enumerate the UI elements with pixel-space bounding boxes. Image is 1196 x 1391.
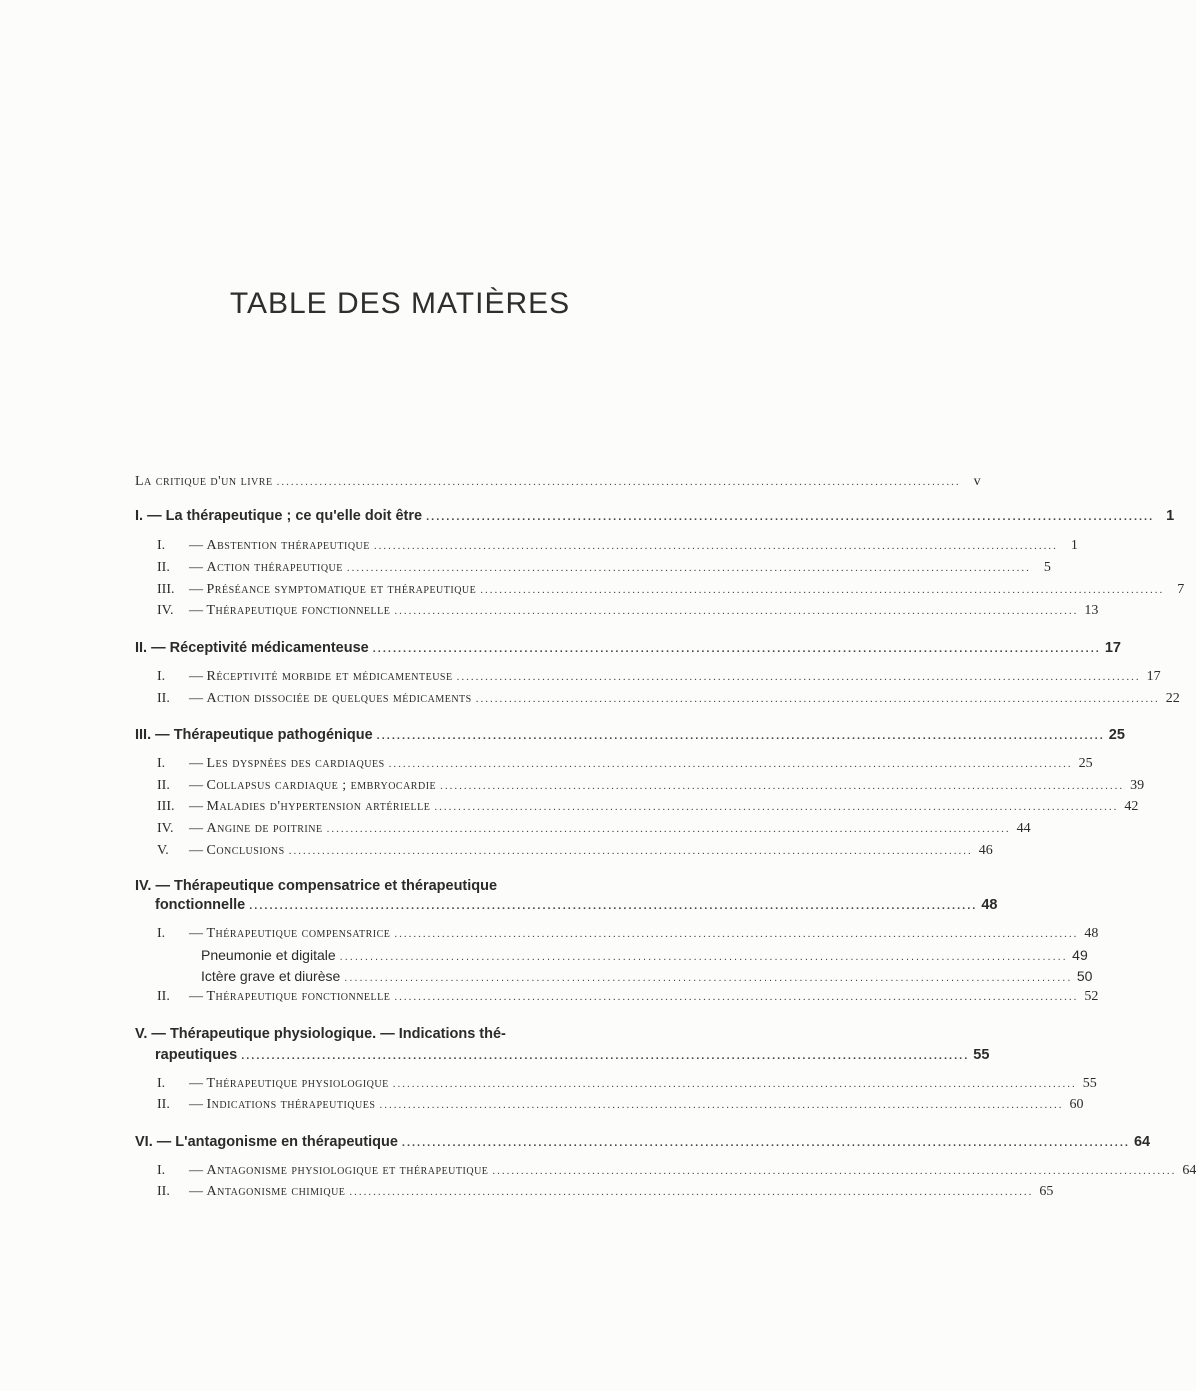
subsection-title: Pneumonie et digitale [201,947,336,963]
chapter-2-title: Réceptivité médicamenteuse [169,640,369,656]
section-title: Indications thérapeutiques [206,1097,376,1112]
toc-section[interactable]: III. — Maladies d'hypertension artérielle ................................................................................................................................................ 42 [157,799,1139,814]
toc-chapter-4-line2[interactable]: fonctionnelle ................................................................................................................................................ 48 [155,897,998,913]
chapter-3-page: 25 [1108,727,1125,743]
chapter-2-num: II. [135,640,148,656]
chapter-2-page: 17 [1104,640,1121,656]
preface-page: v [973,474,981,489]
toc-section[interactable]: II. — Thérapeutique fonctionnelle ................................................................................................................................................ 52 [157,989,1099,1004]
section-title: Antagonisme chimique [206,1184,346,1199]
section-title: Maladies d'hypertension artérielle [206,799,431,814]
chapter-4-num: IV. [135,878,152,894]
section-title: Réceptivité morbide et médicamenteuse [206,669,453,684]
toc-chapter-6[interactable]: VI. — L'antagonisme en thérapeutique ................................................................................................................................................ 64 [135,1134,1151,1150]
section-title: Collapsus cardiaque ; embryocardie [206,778,437,793]
section-title: Thérapeutique physiologique [206,1076,389,1091]
toc-section[interactable]: II. — Antagonisme chimique ................................................................................................................................................ 65 [157,1184,1054,1199]
toc-chapter-5-line1[interactable]: V. — Thérapeutique physiologique. — Indications thé- [135,1026,506,1042]
section-title: Les dyspnées des cardiaques [206,756,385,771]
chapter-4-title: Thérapeutique compensatrice et thérapeutique [173,878,498,894]
section-title: Thérapeutique fonctionnelle [206,989,391,1004]
toc-chapter-1[interactable]: I. — La thérapeutique ; ce qu'elle doit être ................................................................................................................................................ 1 [135,508,1175,524]
chapter-1-title: La thérapeutique ; ce qu'elle doit être [165,508,423,524]
toc-section[interactable]: I. — Réceptivité morbide et médicamenteuse ................................................................................................................................................ 17 [157,669,1161,684]
chapter-1-num: I. [135,508,144,524]
toc-entry-preface[interactable]: La critique d'un livre ................................................................................................................................................ v [135,474,981,489]
toc-section[interactable]: I. — Thérapeutique physiologique ................................................................................................................................................ 55 [157,1076,1097,1091]
chapter-6-page: 64 [1133,1134,1151,1150]
toc-chapter-4-line1[interactable]: IV. — Thérapeutique compensatrice et thérapeutique [135,878,498,894]
toc-section[interactable]: IV. — Thérapeutique fonctionnelle ................................................................................................................................................ 13 [157,603,1099,618]
toc-section[interactable]: V. — Conclusions ................................................................................................................................................ 46 [157,843,993,858]
chapter-4-page: 48 [981,897,998,913]
toc-section[interactable]: II. — Indications thérapeutiques ................................................................................................................................................ 60 [157,1097,1084,1112]
chapter-3-title: Thérapeutique pathogénique [173,727,373,743]
toc-chapter-5-line2[interactable]: rapeutiques ................................................................................................................................................ 55 [155,1047,990,1063]
toc-section[interactable]: I. — Abstention thérapeutique ................................................................................................................................................ 1 [157,538,1078,553]
chapter-3-num: III. [135,727,152,743]
section-title: Thérapeutique compensatrice [206,926,391,941]
section-title: Abstention thérapeutique [206,538,370,553]
section-title: Conclusions [206,843,285,858]
toc-section[interactable]: IV. — Angine de poitrine ................................................................................................................................................ 44 [157,821,1031,836]
page-title: TABLE DES MATIÈRES [229,287,571,320]
toc-subsection[interactable]: Pneumonie et digitale ................................................................................................................................................ 49 [201,947,1088,963]
toc-section[interactable]: I. — Les dyspnées des cardiaques ................................................................................................................................................ 25 [157,756,1093,771]
toc-chapter-2[interactable]: II. — Réceptivité médicamenteuse ................................................................................................................................................ 17 [135,640,1121,656]
chapter-1-page: 1 [1166,508,1175,524]
chapter-5-num: V. [135,1026,148,1042]
chapter-6-title: L'antagonisme en thérapeutique [175,1134,398,1150]
toc-section[interactable]: I. — Thérapeutique compensatrice ................................................................................................................................................ 48 [157,926,1099,941]
section-title: Thérapeutique fonctionnelle [206,603,391,618]
toc-subsection[interactable]: Ictère grave et diurèse ................................................................................................................................................ 50 [201,968,1093,984]
toc-section[interactable]: II. — Action thérapeutique ................................................................................................................................................ 5 [157,560,1051,575]
chapter-5-title: Thérapeutique physiologique. — Indications thé- [169,1026,506,1042]
section-title: Préséance symptomatique et thérapeutique [206,582,477,597]
section-title: Action thérapeutique [206,560,343,575]
chapter-6-num: VI. [135,1134,153,1150]
section-title: Antagonisme physiologique et thérapeutique [206,1163,489,1178]
section-title: Angine de poitrine [206,821,323,836]
chapter-5-page: 55 [973,1047,990,1063]
toc-section[interactable]: II. — Action dissociée de quelques médicaments ................................................................................................................................................ 22 [157,691,1180,706]
toc-section[interactable]: I. — Antagonisme physiologique et thérapeutique ................................................................................................................................................ 64 [157,1163,1196,1178]
toc-section[interactable]: III. — Préséance symptomatique et thérapeutique ................................................................................................................................................ 7 [157,582,1185,597]
subsection-title: Ictère grave et diurèse [201,968,341,984]
toc-section[interactable]: II. — Collapsus cardiaque ; embryocardie ................................................................................................................................................ 39 [157,778,1145,793]
toc-chapter-3[interactable]: III. — Thérapeutique pathogénique ................................................................................................................................................ 25 [135,727,1125,743]
section-title: Action dissociée de quelques médicaments [206,691,472,706]
preface-label: La critique d'un livre [135,474,273,489]
